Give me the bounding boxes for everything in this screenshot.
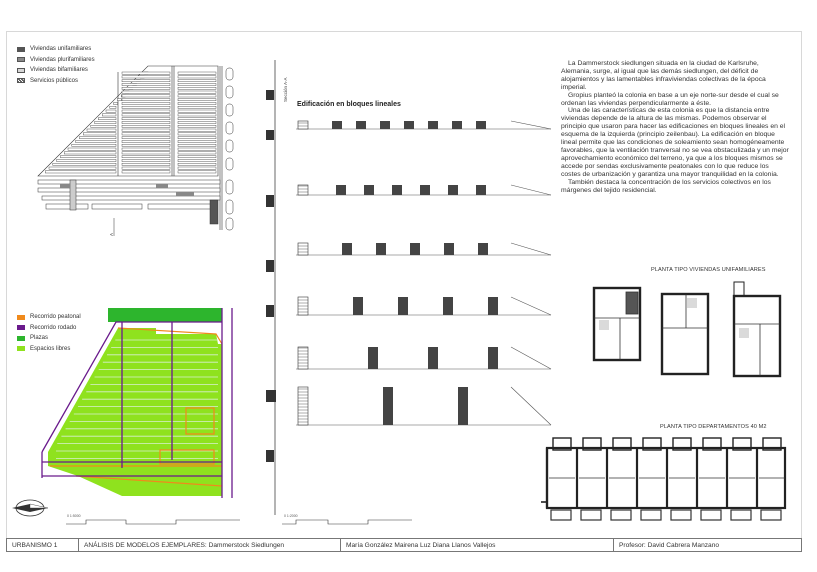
housing-row xyxy=(178,99,216,101)
housing-row xyxy=(122,121,170,123)
title-block xyxy=(6,538,802,552)
housing-row xyxy=(178,72,216,74)
housing-row xyxy=(122,137,170,139)
housing-row xyxy=(122,110,170,112)
housing-row xyxy=(122,91,170,93)
balcony xyxy=(671,510,691,520)
housing-row xyxy=(122,80,170,82)
housing-row xyxy=(106,110,116,112)
section-row xyxy=(296,387,551,425)
building-block-hatched xyxy=(298,185,308,195)
housing-row xyxy=(178,125,216,127)
housing-row xyxy=(178,156,216,158)
housing-row xyxy=(87,129,116,131)
housing-row xyxy=(178,102,216,104)
sun-angle-line xyxy=(511,347,551,369)
housing-row xyxy=(83,133,116,135)
balcony xyxy=(551,510,571,520)
housing-row xyxy=(178,144,216,146)
map-scale-bar xyxy=(66,518,240,526)
building-block-hatched xyxy=(298,121,308,129)
balcony xyxy=(761,510,781,520)
housing-row xyxy=(110,106,116,108)
housing-row xyxy=(91,125,116,127)
balcony xyxy=(581,510,601,520)
housing-row xyxy=(178,87,216,89)
legend-item-peatonal: Recorrido peatonal xyxy=(17,312,81,323)
swatch-espacios-libres xyxy=(17,346,25,351)
building-block xyxy=(380,121,390,129)
housing-row xyxy=(122,83,170,85)
housing-row xyxy=(122,148,170,150)
housing-row xyxy=(122,95,170,97)
building-block-hatched xyxy=(298,387,308,425)
building-block xyxy=(428,347,438,369)
building-block-hatched xyxy=(298,347,308,369)
section-scale-bar xyxy=(282,518,412,526)
housing-row xyxy=(122,118,170,120)
housing-row xyxy=(178,133,216,135)
housing-row xyxy=(122,102,170,104)
housing-row xyxy=(117,99,121,101)
building-block xyxy=(353,297,363,315)
housing-row xyxy=(178,140,216,142)
housing-row xyxy=(102,114,116,116)
housing-row xyxy=(178,110,216,112)
housing-row xyxy=(122,106,170,108)
building-block xyxy=(336,185,346,195)
swatch-rodado xyxy=(17,325,25,330)
housing-row xyxy=(79,137,116,139)
zeilenbau-diagram xyxy=(296,115,556,435)
plan-departamentos-drawing xyxy=(541,432,793,530)
housing-row xyxy=(178,106,216,108)
housing-row xyxy=(122,156,170,158)
housing-row xyxy=(60,156,116,158)
housing-row xyxy=(178,171,216,173)
housing-row xyxy=(178,152,216,154)
housing-row xyxy=(76,140,116,142)
north-arrow-icon xyxy=(10,496,50,520)
site-plan-housing xyxy=(30,58,240,238)
building-block xyxy=(398,297,408,315)
section-scale-label: 0 1:2000 xyxy=(284,514,298,518)
section-title: Edificación en bloques lineales xyxy=(297,101,401,108)
balcony xyxy=(731,510,751,520)
building-block xyxy=(404,121,414,129)
housing-row xyxy=(122,76,170,78)
legend-item-espacios: Espacios libres xyxy=(17,344,81,355)
legend-item-servicios: Servicios públicos xyxy=(17,76,95,87)
building-block xyxy=(452,121,462,129)
housing-row xyxy=(178,159,216,161)
plan-unifamiliares-drawing xyxy=(590,278,790,382)
building-block xyxy=(332,121,342,129)
authors-label: María González Mairena Luz Diana Llanos Vallejos xyxy=(341,539,614,551)
sun-angle-line xyxy=(511,121,551,129)
swatch-unifamiliares xyxy=(17,47,25,52)
professor-label: Profesor: David Cabrera Manzano xyxy=(619,541,720,549)
map-scale-label: 0 1:5000 xyxy=(67,514,81,518)
building-block xyxy=(383,387,393,425)
housing-row xyxy=(178,91,216,93)
housing-row xyxy=(68,148,116,150)
section-row xyxy=(296,297,551,315)
housing-row xyxy=(178,95,216,97)
housing-row xyxy=(122,159,170,161)
swatch-plazas xyxy=(17,336,25,341)
paragraph: La Dammerstock siedlungen situada en la ciudad de Karlsruhe, Alemania, surge, al igual que las demás siedlungen, del déficit de alojamientos y las lamentables infraviviendas colectivas de la época imperial. xyxy=(561,60,766,91)
housing-row xyxy=(122,152,170,154)
sun-angle-line xyxy=(511,297,551,315)
housing-row xyxy=(64,152,116,154)
building-block xyxy=(476,185,486,195)
legend-item-rodado: Recorrido rodado xyxy=(17,323,81,334)
housing-row xyxy=(122,114,170,116)
building-block xyxy=(444,243,454,255)
section-vertical-label: Sección A-A xyxy=(283,77,288,102)
sun-angle-line xyxy=(511,243,551,255)
housing-row xyxy=(178,118,216,120)
housing-row xyxy=(178,80,216,82)
housing-row xyxy=(72,144,116,146)
building-block xyxy=(342,243,352,255)
paragraph: Gropius planteó la colonia en base a un eje norte-sur desde el cual se ordenan las viviendas perpendicularmente a éste. xyxy=(561,91,779,107)
building-block xyxy=(476,121,486,129)
paragraph: Una de las características de esta colonia es que la distancia entre viviendas depende de la altura de las mismas. Podemos observar el principio que usaron para hacer las edificaciones en bloques lineales en el esquema de la izquierda (principio zeilenbau). La edificación en bloque lineal permite que las condiciones de soleamiento sean homogéneamente favorables, que la ventilación tranversal no se vea obstaculizada y un mejor aprovechamiento económico del terreno, ya que a los bloques mismos se accede por sendas exclusivamente peatonales con lo que reduce los costes de urbanización y garantiza una mayor tranquilidad en la colonia. xyxy=(561,107,789,178)
swatch-peatonal xyxy=(17,315,25,320)
building-block xyxy=(448,185,458,195)
housing-row xyxy=(122,140,170,142)
housing-row xyxy=(178,114,216,116)
legend-item-unifamiliares: Viviendas unifamiliares xyxy=(17,44,95,55)
plan-departamentos-caption: PLANTA TIPO DEPARTAMENTOS 40 M2 xyxy=(660,424,767,430)
housing-row xyxy=(178,83,216,85)
housing-row xyxy=(178,76,216,78)
site-plan-circulation xyxy=(36,300,240,504)
balcony xyxy=(611,510,631,520)
section-row xyxy=(296,121,551,129)
housing-row xyxy=(122,144,170,146)
building-block xyxy=(376,243,386,255)
section-axis xyxy=(262,60,282,530)
housing-row xyxy=(122,167,170,169)
housing-row xyxy=(95,121,116,123)
housing-row xyxy=(49,167,116,169)
housing-row xyxy=(53,163,116,165)
housing-row xyxy=(178,121,216,123)
building-block xyxy=(368,347,378,369)
building-block xyxy=(410,243,420,255)
building-block xyxy=(420,185,430,195)
balcony xyxy=(641,510,661,520)
swatch-bifamiliares xyxy=(17,68,25,73)
building-block xyxy=(356,121,366,129)
housing-row xyxy=(178,163,216,165)
section-row xyxy=(296,243,551,255)
legend-item-bifamiliares: Viviendas bifamiliares xyxy=(17,65,95,76)
housing-row xyxy=(178,137,216,139)
housing-row xyxy=(122,133,170,135)
paragraph: También destaca la concentración de los servicios colectivos en los márgenes del tejido residencial. xyxy=(561,178,771,194)
building-block xyxy=(364,185,374,195)
housing-row xyxy=(114,102,118,104)
swatch-plurifamiliares xyxy=(17,57,25,62)
building-block xyxy=(488,297,498,315)
building-block xyxy=(428,121,438,129)
map-marker-a: A xyxy=(109,232,114,236)
balcony xyxy=(701,510,721,520)
building-block xyxy=(392,185,402,195)
sun-angle-line xyxy=(511,185,551,195)
legend-item-plurifamiliares: Viviendas plurifamiliares xyxy=(17,55,95,66)
sun-angle-line xyxy=(511,387,551,425)
housing-row xyxy=(122,163,170,165)
section-row xyxy=(296,347,551,369)
housing-row xyxy=(122,72,170,74)
housing-row xyxy=(122,129,170,131)
housing-row xyxy=(45,171,116,173)
housing-row xyxy=(178,167,216,169)
swatch-servicios-hatch xyxy=(17,78,25,83)
housing-row xyxy=(57,159,116,161)
housing-row xyxy=(178,129,216,131)
building-block xyxy=(488,347,498,369)
housing-row xyxy=(122,87,170,89)
course-label: URBANISMO 1 xyxy=(7,539,79,551)
project-title: ANÁLISIS DE MODELOS EJEMPLARES: Dammerstock Siedlungen xyxy=(79,539,341,551)
building-block xyxy=(458,387,468,425)
description-text xyxy=(561,60,790,194)
housing-row xyxy=(98,118,116,120)
building-block xyxy=(478,243,488,255)
plan-unifamiliares-caption: PLANTA TIPO VIVIENDAS UNIFAMILIARES xyxy=(651,267,766,273)
building-block xyxy=(443,297,453,315)
section-row xyxy=(296,185,551,195)
housing-row xyxy=(122,171,170,173)
housing-row xyxy=(122,125,170,127)
housing-row xyxy=(178,148,216,150)
legend-item-plazas: Plazas xyxy=(17,333,81,344)
housing-row xyxy=(122,99,170,101)
